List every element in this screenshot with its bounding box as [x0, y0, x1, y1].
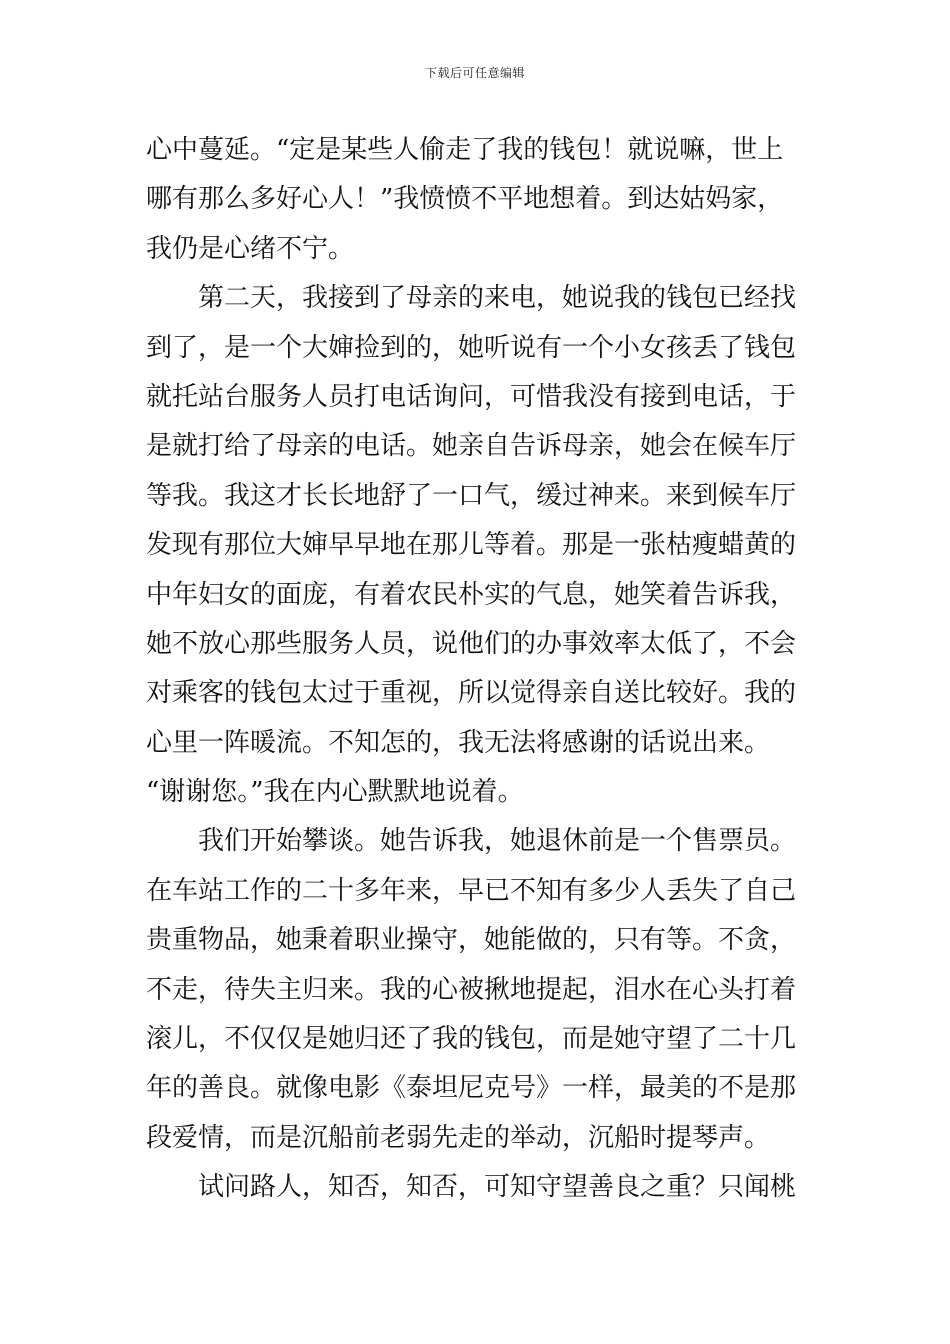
text-line: 是就打给了母亲的电话。她亲自告诉母亲，她会在候车厅: [146, 431, 797, 462]
text-line: 等我。我这才长长地舒了一口气，缓过神来。来到候车厅: [146, 480, 797, 511]
text-line: 她不放心那些服务人员，说他们的办事效率太低了，不会: [146, 628, 797, 659]
text-line: 滚儿，不仅仅是她归还了我的钱包，而是她守望了二十几: [146, 1024, 797, 1055]
text-line: “谢谢您。”我在内心默默地说着。: [146, 777, 524, 808]
text-line: 哪有那么多好心人！”我愤愤不平地想着。到达姑妈家，: [146, 184, 784, 215]
text-line: 在车站工作的二十多年来，早已不知有多少人丢失了自己: [146, 875, 797, 906]
text-line: 中年妇女的面庞，有着农民朴实的气息，她笑着告诉我，: [146, 579, 797, 610]
text-line: 心里一阵暖流。不知怎的，我无法将感谢的话说出来。: [146, 727, 771, 758]
text-line: 心中蔓延。“定是某些人偷走了我的钱包！就说嘛，世上: [146, 135, 784, 165]
text-line: 对乘客的钱包太过于重视，所以觉得亲自送比较好。我的: [146, 678, 797, 709]
text-line: 就托站台服务人员打电话询问，可惜我没有接到电话，于: [146, 381, 797, 412]
paragraph-start-line: 试问路人，知否，知否，可知守望善良之重？只闻桃: [198, 1172, 797, 1203]
text-line: 贵重物品，她秉着职业操守，她能做的，只有等。不贪，: [146, 925, 797, 956]
text-line: 到了，是一个大婶捡到的，她听说有一个小女孩丢了钱包: [146, 332, 797, 363]
text-line: 段爱情，而是沉船前老弱先走的举动，沉船时提琴声。: [146, 1122, 771, 1153]
text-line: 我仍是心绪不宁。: [146, 233, 355, 264]
paragraph-start-line: 第二天，我接到了母亲的来电，她说我的钱包已经找: [198, 283, 797, 314]
text-line: 年的善良。就像电影《泰坦尼克号》一样，最美的不是那: [146, 1073, 797, 1104]
text-line: 发现有那位大婶早早地在那儿等着。那是一张枯瘦蜡黄的: [146, 530, 797, 561]
text-line: 不走，待失主归来。我的心被揪地提起，泪水在心头打着: [146, 974, 797, 1005]
body-text: [146, 126, 810, 1213]
page-header: 下载后可任意编辑: [424, 66, 525, 80]
paragraph-start-line: 我们开始攀谈。她告诉我，她退休前是一个售票员。: [198, 826, 797, 857]
